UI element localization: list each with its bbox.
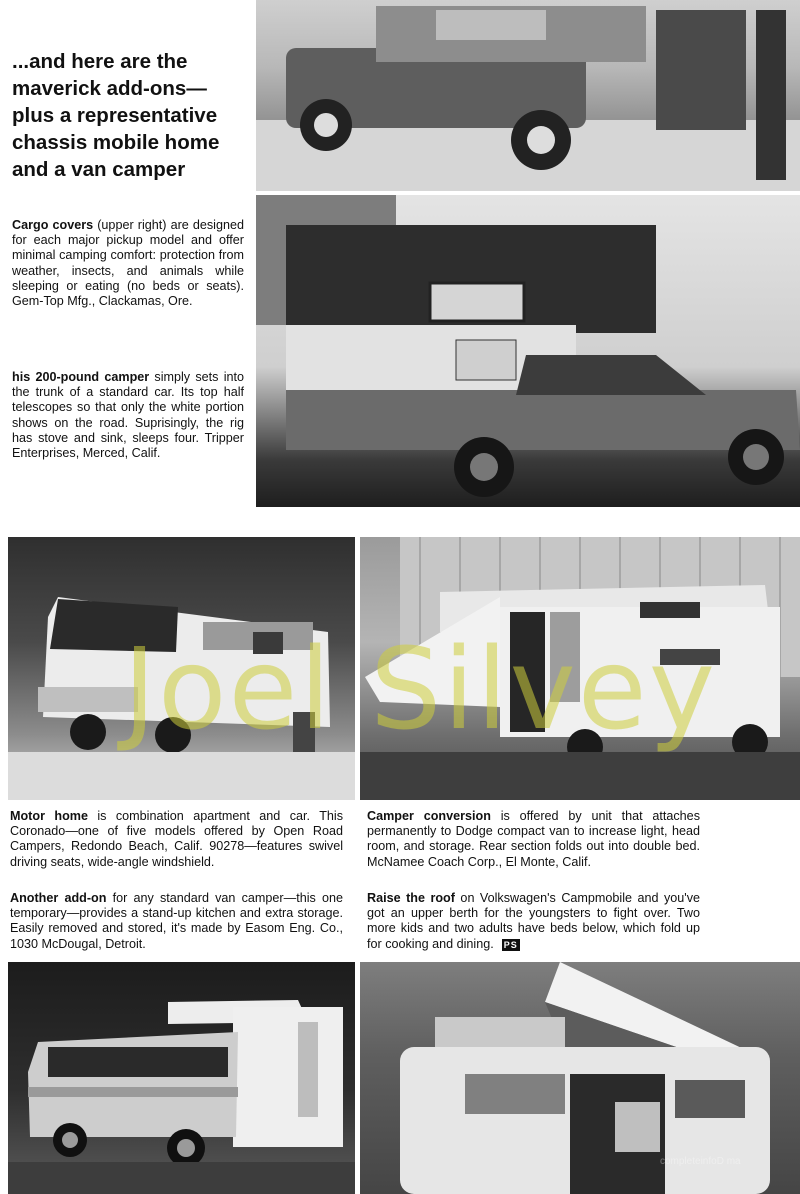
blurb-motor-home [10,809,343,870]
blurb-lead: Another add-on [10,891,107,905]
blurb-another-addon [10,891,343,952]
blurb-cargo-covers [12,218,244,309]
blurb-body: for any standard van camper—this one temporary—provides a stand-up kitchen and extra storage. Easily removed and stored, it's made by Easom Eng. Co., 1030 McDougal, Detroit. [10,891,343,951]
photo-trunk-camper-car [256,195,800,507]
blurb-body: on Volkswagen's Campmobile and you've got an upper berth for the youngsters to fight over. Two more kids and two adults have beds below, which fold up for cooking and dining. [367,891,700,951]
blurb-body: is combination apartment and car. This Coronado—one of five models offered by Open Road Campers, Redondo Beach, Calif. 90278—features swivel driving seats, wide-angle windshield. [10,809,343,869]
blurb-lead: Cargo covers [12,218,94,232]
blurb-lead: Raise the roof [367,891,455,905]
photo-pickup-cargo-cover [256,0,800,191]
page-headline: ...and here are the maverick add-ons—plus a representative chassis mobile home and a van camper [12,50,220,181]
blurb-lead: Camper conversion [367,809,491,823]
blurb-lead: his 200-pound camper [12,370,150,384]
blurb-lead: Motor home [10,809,88,823]
blurb-body: simply sets into the trunk of a standard car. Its top half telescopes so that only the white portion shows on the road. Suprisingly, the rig has stove and sink, sleeps four. Tripper Enterprises, Merced, Calif. [12,370,244,461]
blurb-body: (upper right) are designed for each major pickup model and offer minimal camping comfort: protection from weather, insects, and animals while sleeping or eating (no beds or seats). Gem-Top Mfg., Clackamas, Ore. [12,218,245,309]
blurb-camper-conversion [367,809,700,870]
photo-credit: completeinfoD ma [660,1156,741,1167]
ps-logo: PS [503,939,518,950]
photo-camper-conversion-van [360,537,800,800]
watermark-text: Joel Silvey [123,625,717,755]
blurb-raise-the-roof [367,891,700,952]
blurb-trunk-camper [12,370,244,461]
photo-motor-home [8,537,355,800]
photo-van-addon-kitchen [8,962,355,1194]
blurb-body: is offered by unit that attaches permanently to Dodge compact van to increase light, head room, and storage. Rear section folds out into double bed. McNamee Coach Corp., El Monte, Calif. [367,809,700,869]
